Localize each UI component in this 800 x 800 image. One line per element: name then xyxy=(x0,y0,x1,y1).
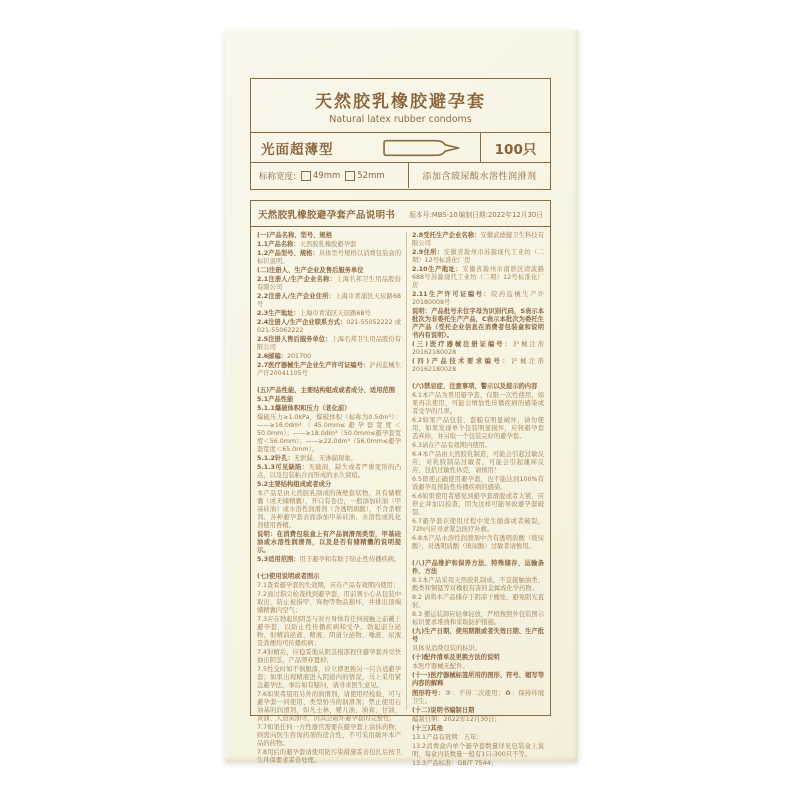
text-line: 2.1注册人/生产企业名称：上海名邦卫生用品股份有限公司 xyxy=(257,276,401,291)
additive-label: 添加含玻尿酸水溶性润滑剂 xyxy=(422,172,537,182)
manual-box xyxy=(250,200,551,767)
text-line: 2.3生产地址：上海市青浦区天辰路68号 xyxy=(257,310,371,317)
text-line: 6.4本产品由天然胶乳制造，可能会引起过敏反应，对乳胶制品过敏者，可能会引起瘙痒反应，包括过敏性休克，请慎用！ xyxy=(412,451,544,474)
text-line: 说明：在消费包装盒上有产品润滑剂类型，甲基硅油或水溶性润滑剂，以及是否有储精囊的说明提示。 xyxy=(257,531,401,554)
type-row xyxy=(251,132,550,162)
text-line: (十)配件清单及更换方法的说明 xyxy=(412,654,500,661)
text-line: 1.2产品型号、规格：具体型号规格以消费包装盒的标识说明。 xyxy=(257,250,402,265)
text-line: (十二)说明书编制日期 xyxy=(412,707,475,714)
text-line: 2.4注册人/生产企业联系方式：021-55052222 或021-55062222 xyxy=(257,319,401,334)
width-cell xyxy=(251,163,408,188)
manual-title: 天然胶乳橡胶避孕套产品说明书 xyxy=(258,209,396,221)
manual-columns xyxy=(251,227,550,767)
text-line: (十一)医疗器械标签所用的图形、符号、缩写等内容的解释 xyxy=(412,672,544,687)
text-line: 6.1本产品为男用避孕套，仅限一次性使用，如果再次使用，可能会增加性传播疾病的感染或者受孕的几率。 xyxy=(412,392,544,415)
text-line: 本产品是由天然胶乳制成的薄壁套状物，具有储精囊（或无储精囊），开口有卷边，一般添加硅油（甲基硅油）或水溶性润滑剂（含透明质酸），不含杀精剂。各种避孕套表面添加甲基硅油、水溶性或乳化剂使用香精。 xyxy=(257,490,401,529)
text-line: 2.10生产地址：安徽省滁州市南谯区清流路688号苏滁现代工业坊（二期）12号标准化厂房 xyxy=(412,266,544,289)
product-box xyxy=(225,30,578,767)
condom-icon xyxy=(380,137,466,159)
additive-cell xyxy=(408,163,550,188)
type-cell xyxy=(251,133,480,162)
text-line: (五)产品性能、主要结构组成或者成分、适用范围 xyxy=(257,387,395,394)
text-line: 6.3请在产品有效期内使用。 xyxy=(412,442,492,449)
text-line: 2.8受托生产企业名称：安徽武德健卫生科技有限公司 xyxy=(412,232,545,247)
manual-right-column xyxy=(407,232,545,767)
text-line: 6.2如果产品包装、套膜有明显破坏，请勿使用，如果发现单个包装明显损坏，应将避孕套丢弃掉，并另取一个包装完好的避孕套。 xyxy=(412,417,544,440)
text-line: 2.9住所：安徽省滁州市苏滁现代工业坊（二期）12号标准化厂房 xyxy=(412,249,545,264)
text-line: (七)使用说明或者图示 xyxy=(257,573,320,580)
text-line: 2.11生产许可证编号：皖药监械生产许20180008号 xyxy=(412,291,545,306)
text-line: 2.7医疗器械生产企业生产许可证编号：沪药监械生产许20041105号 xyxy=(257,362,402,377)
text-line: 具体见消费包装的标识。 xyxy=(412,645,482,652)
text-line: (九)生产日期、使用期限或者失效日期、生产批号 xyxy=(412,628,544,643)
date-label: 编制日期:2022年12月30日 xyxy=(458,210,543,219)
width-row xyxy=(251,162,550,188)
text-line: 7.1查看避孕套的失效期，应在产品有效期内使用； xyxy=(257,582,400,589)
text-line: 13.3产品标准：GB/T 7544； xyxy=(412,760,497,767)
product-subtitle: Natural latex rubber condoms xyxy=(329,113,472,125)
text-line: 5.2主要结构组成或者成分 xyxy=(257,481,332,488)
text-line: (三)医疗器械注册证编号：沪械注准20162180028 xyxy=(412,341,544,356)
text-line: 1.1产品名称：天然胶乳橡胶避孕套 xyxy=(257,241,357,248)
text-line: (一)产品名称、型号、规格 xyxy=(257,232,333,239)
text-line: (二)注册人、生产企业及售后服务单位 xyxy=(257,267,364,274)
text-line: 7.7如果任何一方性器官需要在避孕套上涂抹药物，则需向医生咨询药剂的适合性，不可采用破坏本产品的药物。 xyxy=(257,724,401,747)
text-line: 5.1.2针孔：无泄漏、无渗漏现象。 xyxy=(257,455,357,462)
text-line: 爆破压力≥1.0kPa，爆破体积（标称为0.5dm³）：——≥16.0dm³（45.0mm≤避孕套宽度＜50.0mm）；——≥18.0dm³（50.0mm≤避孕套宽度＜56.0mm）；——≥22.0dm³（56.0mm≤避孕套宽度＜65.0mm）。 xyxy=(257,414,401,453)
count-label: 100只 xyxy=(494,141,537,158)
manual-header xyxy=(251,201,550,227)
text-line: 7.5性交时如不慎脱落，应立即更换另一只合适避孕套；如果出现精液进入阴道内的情况，马上采用紧急避孕法，事后如有疑问，请寻求医生意见。 xyxy=(257,666,401,689)
text-line: 编制日期：2022年12月30日； xyxy=(412,716,501,723)
text-line: 5.3适用范围：用于避孕和有助于防止性传播疾病。 xyxy=(257,556,401,563)
text-line: (十三)其他 xyxy=(412,725,443,732)
type-label: 光面超薄型 xyxy=(261,141,334,158)
text-line: 图形符号：②：不得二次使用；♻：保持环境卫生。 xyxy=(412,689,545,705)
text-line: 8.2 请将本产品储存于阴凉干燥处，避免阳光直射。 xyxy=(412,594,544,609)
text-line: (八)产品维护和保养方法、特殊储存、运输条件、方法 xyxy=(412,560,544,575)
title-row xyxy=(251,79,550,132)
text-line: 6.6如果使用者感觉到避孕套滑脱或者太紧，应停止并加以检查，因为这样可能导致避孕套破裂。 xyxy=(412,493,544,516)
text-line: 2.5注册人售后服务单位：上海名邦卫生用品股份有限公司 xyxy=(257,336,402,351)
version-label: 版本号:MBS-10 xyxy=(409,210,458,219)
width-option-49mm: 49mm xyxy=(312,170,341,181)
manual-left-column xyxy=(257,232,407,764)
text-line: 6.5即使正确使用避孕套，也不能达到100%有效避孕及预防性传播疾病的感染。 xyxy=(412,476,544,491)
text-line: 7.8用后的避孕套请使用防污染措施妥善包扎后按卫生环保要求妥善处理。 xyxy=(257,749,401,764)
text-line: 6.7避孕套在使用过程中发生脱落或者破裂，72h内应寻求紧急医疗补救。 xyxy=(412,518,544,533)
text-line: 8.1本产品采用天然胶乳制成，不宜接触油类、酸类和铜锰等对橡胶有害的金属或化学药物。 xyxy=(412,577,544,592)
count-cell xyxy=(480,133,550,162)
text-line: 7.4射精后，应稳妥地从阴茎根部捏住避孕套并尽快抽出阴茎，产品须弃置掉； xyxy=(257,649,401,664)
text-line: 7.6如果希望用另外的润滑剂，请使用经检验、可与避孕套一同使用、类型恰当的润滑剂；禁止使用石油基的润滑剂，如凡士林、婴儿油、油膏、甘油、黄油、人造黄油等，因其会破坏避孕套的完整性； xyxy=(257,691,401,722)
text-line: 2.6邮编：201700 xyxy=(257,353,312,360)
text-line: 13.2消费盒内单个避孕套数量详见包装盒上说明，每盒内装数量一般有1只-300只不等。 xyxy=(412,743,544,758)
text-line: 说明：产品批号末位字母为识别代码，S表示本批次为非委托生产产品，C表示本批次为委托生产产品（受托企业信息在消费者包装盒和说明书内有说明）。 xyxy=(412,308,544,339)
text-line: 8.3 搬运装卸应轻拿轻放，严格按照外包装图示标识要求堆放和采取防护措施。 xyxy=(412,611,544,626)
tidyman-icon: ♻ xyxy=(504,689,511,697)
text-line: 5.1.1爆破体积和压力（老化前） xyxy=(257,405,351,412)
text-line: 5.1产品性能 xyxy=(257,396,294,403)
text-line: 13.1产品有效期：五年； xyxy=(412,734,483,741)
text-line: 6.8本产品水溶性润滑剂中含有透明质酸（玻尿酸），对透明质酸（玻尿酸）过敏者请慎用。 xyxy=(412,535,544,550)
product-title: 天然胶乳橡胶避孕套 xyxy=(315,91,486,112)
text-line: 7.2通过指尖检查找到避孕套，用前须小心从包装中取出，防止被指甲、饰物等物品损坏，并排出顶端储精囊内空气； xyxy=(257,591,401,614)
text-line: (四)产品技术要求编号：沪械注准20162180028 xyxy=(412,358,544,373)
width-option-52mm: 52mm xyxy=(357,170,385,181)
width-label: 标称宽度: xyxy=(259,171,296,182)
text-line: 5.1.3可见缺陷：无破洞、缺失或者严重变形的凸点，以及包装粘合而形成的永久窝痕。 xyxy=(257,464,402,479)
text-line: 7.3应在勃起的阴茎与对方身体有任何接触之前戴上避孕套，以防止性传播疾病和受孕。勃起前分泌物、射精前泌液、精液、阴道分泌物、唾液、尿液及粪便均可传播疾病； xyxy=(257,616,401,647)
text-line: (六)禁忌症、注意事项、警示以及提示的内容 xyxy=(412,383,538,390)
width-checkbox-52mm xyxy=(345,171,355,181)
width-checkbox-49mm xyxy=(301,171,311,181)
do-not-reuse-icon: ② xyxy=(445,689,452,697)
spec-table xyxy=(250,78,551,190)
text-line: 本医疗器械无配件。 xyxy=(412,663,469,670)
text-line: 2.2注册人/生产企业住所：上海市青浦区天辰路68号 xyxy=(257,293,401,308)
